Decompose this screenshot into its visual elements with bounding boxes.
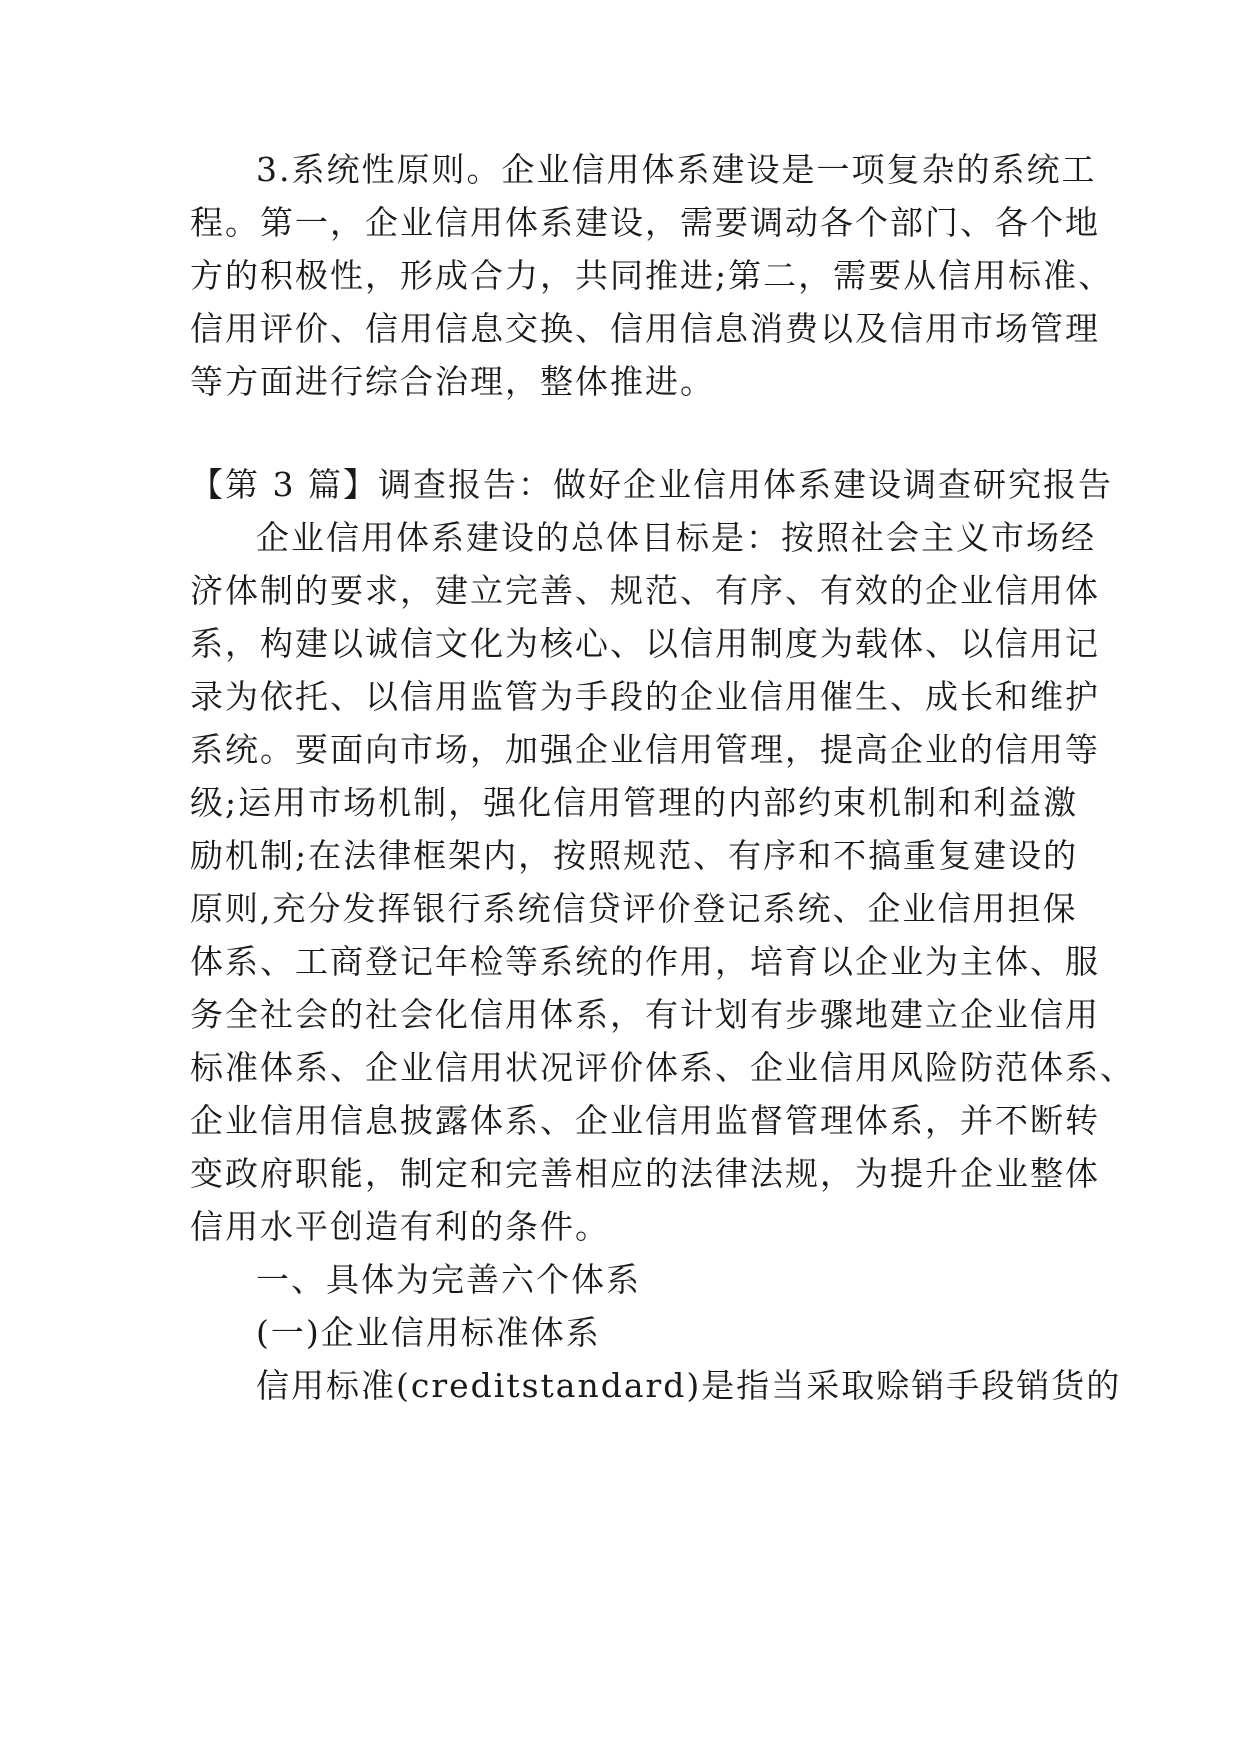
- paragraph-line: 济体制的要求，建立完善、规范、有序、有效的企业信用体: [190, 571, 1100, 610]
- paragraph-line: 级;运用市场机制，强化信用管理的内部约束机制和利益激: [190, 783, 1079, 822]
- section-subheading: (一)企业信用标准体系: [256, 1313, 601, 1352]
- paragraph-line: 变政府职能，制定和完善相应的法律法规，为提升企业整体: [190, 1154, 1100, 1193]
- paragraph-line: 信用水平创造有利的条件。: [190, 1207, 610, 1246]
- paragraph-line: 信用标准(creditstandard)是指当采取赊销手段销货的: [256, 1366, 1122, 1405]
- paragraph-line: 企业信用信息披露体系、企业信用监督管理体系，并不断转: [190, 1101, 1100, 1140]
- article-heading: 【第 3 篇】调查报告：做好企业信用体系建设调查研究报告: [190, 465, 1113, 504]
- paragraph-line: 标准体系、企业信用状况评价体系、企业信用风险防范体系、: [190, 1048, 1135, 1087]
- paragraph-line: 程。第一，企业信用体系建设，需要调动各个部门、各个地: [190, 203, 1100, 242]
- paragraph-line: 等方面进行综合治理，整体推进。: [190, 362, 715, 401]
- paragraph-line: 录为依托、以信用监管为手段的企业信用催生、成长和维护: [190, 677, 1100, 716]
- paragraph-line: 励机制;在法律框架内，按照规范、有序和不搞重复建设的: [190, 836, 1079, 875]
- paragraph-line: 信用评价、信用信息交换、信用信息消费以及信用市场管理: [190, 309, 1100, 348]
- paragraph-line: 体系、工商登记年检等系统的作用，培育以企业为主体、服: [190, 942, 1100, 981]
- paragraph-line: 原则,充分发挥银行系统信贷评价登记系统、企业信用担保: [190, 889, 1078, 928]
- paragraph-line: 系，构建以诚信文化为核心、以信用制度为载体、以信用记: [190, 624, 1100, 663]
- paragraph-line: 企业信用体系建设的总体目标是：按照社会主义市场经: [256, 518, 1096, 557]
- paragraph-line: 系统。要面向市场，加强企业信用管理，提高企业的信用等: [190, 730, 1100, 769]
- paragraph-line: 3.系统性原则。企业信用体系建设是一项复杂的系统工: [256, 150, 1097, 189]
- paragraph-line: 方的积极性，形成合力，共同推进;第二，需要从信用标准、: [190, 256, 1114, 295]
- section-subheading: 一、具体为完善六个体系: [256, 1260, 641, 1299]
- paragraph-line: 务全社会的社会化信用体系，有计划有步骤地建立企业信用: [190, 995, 1100, 1034]
